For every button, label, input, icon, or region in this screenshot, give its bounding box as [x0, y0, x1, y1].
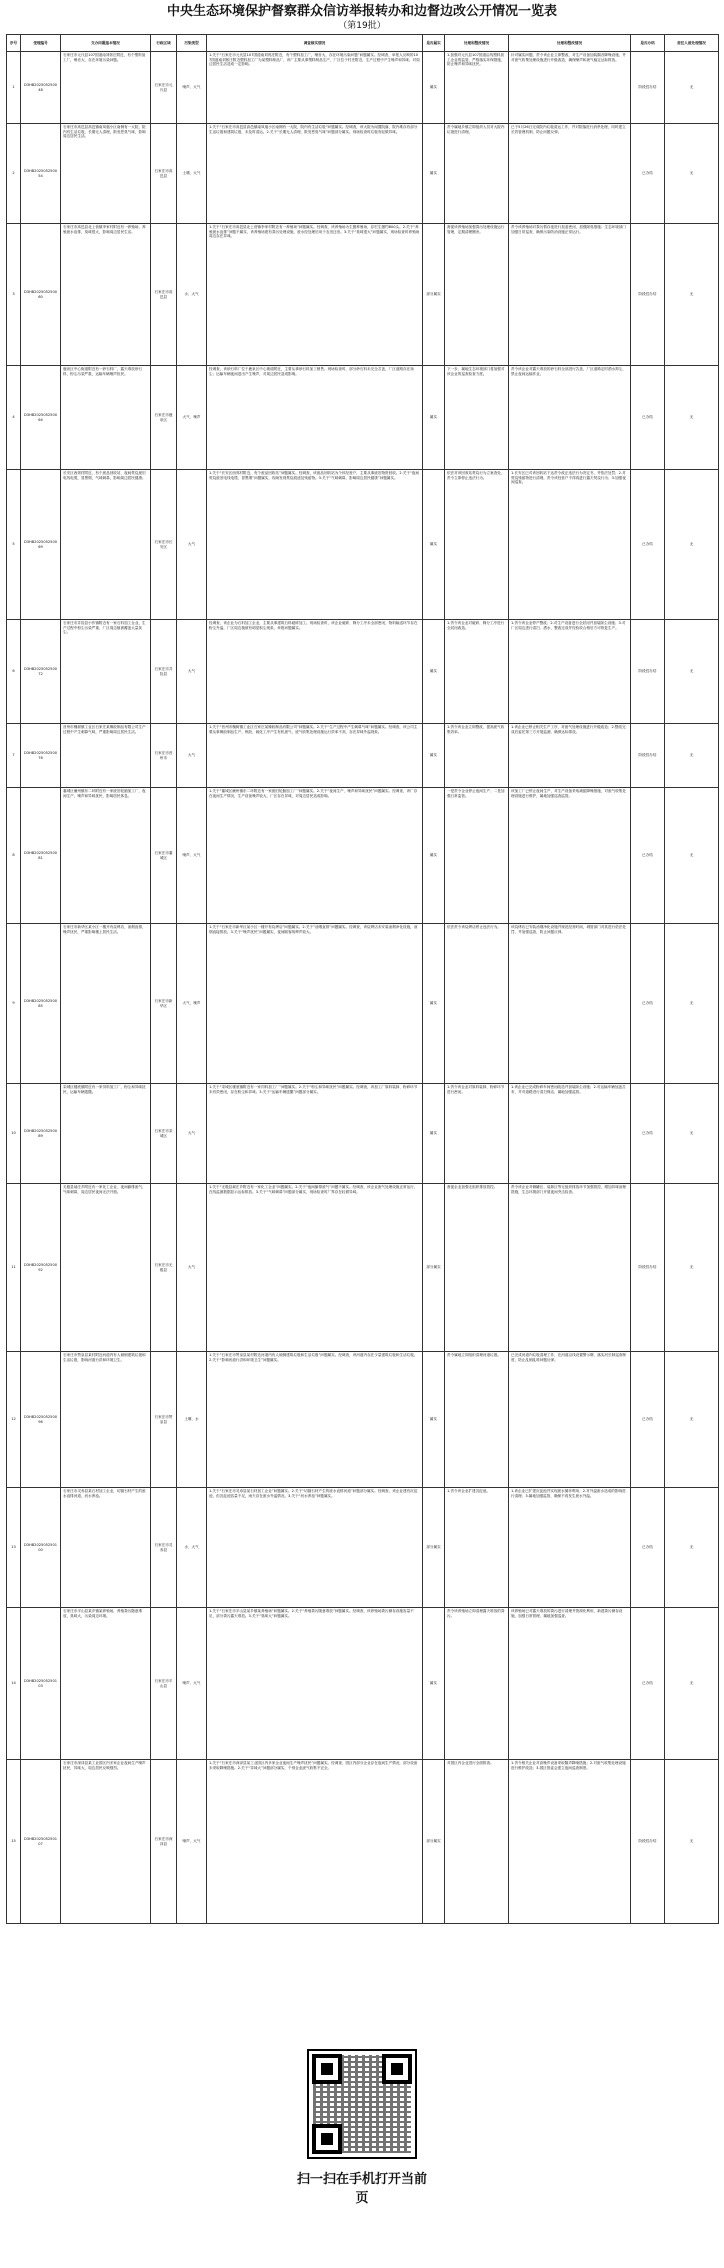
row-number: 9 [7, 924, 21, 1084]
is-verified: 属实 [423, 52, 445, 124]
investigation-finding: 1.关于“石家庄市灵寿县某石材加工企业”问题属实。2.关于“切割石材产生的废水直排河道”问题部分属实。经调查，该企业建有沉淀池，但沉淀池容量不足，雨天存在废水外溢情况。3.关于“河水浑浊”问题属实。 [207, 1488, 423, 1608]
investigation-finding: 1.关于“石家庄市高邑县北上营镇李家村附近有一养殖场”问题属实。经调查，该养殖场为生猪养殖场，存栏生猪约800头。2.关于“养殖废水直排”问题不属实，该养殖场建有粪污处理设施，废水经处理后用于农田还田。3.关于“臭味很大”问题属实，现场检查时养殖场周边存在异味。 [207, 224, 423, 366]
pollution-type: 噪声、大气 [177, 1608, 207, 1760]
is-verified: 部分属实 [423, 224, 445, 366]
qr-block [292, 2049, 432, 2206]
rectification-result: 该烧烤店已安装油烟净化设施并规范经营时间，城管部门对其进行依法处罚，并加强巡查，防止问题反弹。 [509, 924, 631, 1084]
investigation-finding: 1.关于“石家庄市平山县某乡镇某养殖场”问题属实。2.关于“养殖粪污随意堆放”问题属实。经调查，该养殖场粪污储存设施容量不足，部分粪污露天堆放。3.关于“臭味大”问题属实。 [207, 1608, 423, 1760]
table-row [7, 1352, 719, 1488]
rectification-result: 责令该养殖场对粪污暂存池进行加盖密闭，加强除臭措施；生态环境部门加强日常巡查，确保污染防治设施正常运行。 [509, 224, 631, 366]
col-header: 责任人被处理情况 [665, 35, 719, 52]
issue-summary: 石家庄市井陉县小作镇附近有一家石料加工企业，生产过程中粉尘污染严重，厂区周边植被覆盖大量灰尘。 [61, 620, 151, 724]
is-verified: 属实 [423, 724, 445, 788]
accountability: 无 [665, 788, 719, 924]
is-verified: 部分属实 [423, 1488, 445, 1608]
region-cell: 石家庄市新华区 [151, 924, 177, 1084]
acceptance-code: D3HB202505250048 [21, 52, 61, 124]
row-number: 5 [7, 470, 21, 620]
row-number: 2 [7, 124, 21, 224]
row-number: 10 [7, 1084, 21, 1184]
pollution-type: 大气 [177, 620, 207, 724]
handling-measure: 责令属地乡镇立即组织人员对大院内垃圾进行清理。 [445, 124, 509, 224]
issue-summary: 石家庄市元氏县107国道南刘郭庄附近，有个塑料加工厂，噪音大，存在环境污染问题。 [61, 52, 151, 124]
col-header: 交办问题基本情况 [61, 35, 151, 52]
completion-status: 阶段性办结 [631, 224, 665, 366]
rectification-result: 针对属实问题，责令该企业立即整改，对生产设备加装隔音降噪设施，并对废气收集处理设施进行升级改造，确保噪声和废气稳定达标排放。 [509, 52, 631, 124]
rectification-result: 已完成河道内垃圾清理工作，在河道沿线设置警示牌，落实河长制巡查制度，防止乱倒乱堆问题反弹。 [509, 1352, 631, 1488]
accountability: 无 [665, 366, 719, 470]
acceptance-code: D3HB202505250072 [21, 620, 61, 724]
accountability: 无 [665, 724, 719, 788]
pollution-type: 大气 [177, 724, 207, 788]
region-cell: 石家庄市高邑县 [151, 224, 177, 366]
region-cell: 石家庄市赞皇县 [151, 1352, 177, 1488]
region-cell: 石家庄市长安区 [151, 470, 177, 620]
pollution-type: 水、大气 [177, 224, 207, 366]
row-number: 15 [7, 1760, 21, 1924]
pollution-type: 大气 [177, 1184, 207, 1352]
accountability: 无 [665, 1608, 719, 1760]
rectification-result: 责令该企业对储罐区、装卸区等无组织排放环节加强管控，增加异味治理措施，生态环境部门开展夜间突击检查。 [509, 1184, 631, 1352]
acceptance-code: D3HB202505250064 [21, 366, 61, 470]
rectification-result: 1.该企业已扩建沉淀池并实现废水循环利用；2.对外溢废水造成的影响进行清理；3.属地加强监管，确保不再发生废水外溢。 [509, 1488, 631, 1608]
pollution-type: 大气 [177, 1084, 207, 1184]
row-number: 3 [7, 224, 21, 366]
col-header: 序号 [7, 35, 21, 52]
row-number: 1 [7, 52, 21, 124]
acceptance-code: D3HB202505250103 [21, 1608, 61, 1760]
rectification-result: 已于5月26日完成院内垃圾清运工作，并对院落进行消杀处理，同时建立长效管理机制，防止问题反弹。 [509, 124, 631, 224]
is-verified: 属实 [423, 1608, 445, 1760]
region-cell: 石家庄市灵寿县 [151, 1488, 177, 1608]
completion-status: 阶段性办结 [631, 724, 665, 788]
pollution-type: 土壤、大气 [177, 124, 207, 224]
is-verified: 属实 [423, 620, 445, 724]
table-row [7, 1608, 719, 1760]
table-row [7, 366, 719, 470]
table-row [7, 1184, 719, 1352]
accountability: 无 [665, 124, 719, 224]
investigation-finding: 1.关于“石家庄市深泽县某工业园区内多家企业夜间生产噪声扰民”问题属实。经调查，园区内部分企业存在夜间生产情况，部分设备未采取降噪措施。2.关于“异味大”问题部分属实，个别企业废气收集不完全。 [207, 1760, 423, 1924]
issue-summary: 石家庄市深泽县某工业园区内多家企业夜间生产噪声扰民，异味大，周边居民反映强烈。 [61, 1760, 151, 1924]
is-verified: 属实 [423, 366, 445, 470]
acceptance-code: D3HB202505250054 [21, 124, 61, 224]
handling-measure: 责令属地立即组织清理河道垃圾。 [445, 1352, 509, 1488]
completion-status: 阶段性办结 [631, 1760, 665, 1924]
handling-measure: 依法责令该烧烤店停止违法行为。 [445, 924, 509, 1084]
issue-summary: 石家庄市高邑县北上营镇李家村附近有一养殖场，养殖废水直排，臭味很大，影响周边居民生活。 [61, 224, 151, 366]
investigation-finding: 经调查，该砂石料厂位于鹿泉区中心街道附近，主要从事砂石料加工销售。现场检查时，部分砂石料未完全苫盖，厂区道路存在扬尘；运输车辆夜间进出产生噪声，对周边居民造成影响。 [207, 366, 423, 470]
investigation-finding: 1.关于“石家庄市新华区某小区一楼开有烧烤店”问题属实。2.关于“油烟直排”问题属实。经调查，该烧烤店未安装油烟净化设施，油烟直接排放。3.关于“噪声扰民”问题属实，夜间顾客喧哗声较大。 [207, 924, 423, 1084]
table-row [7, 224, 719, 366]
handling-measure: 责令该养殖场立即清理露天堆放的粪污。 [445, 1608, 509, 1760]
rectification-result: 1.该企业已停止相关生产工序，对废气处理设施进行升级改造；2.整改完成后委托第三方开展监测，确保达标排放。 [509, 724, 631, 788]
completion-status: 已办结 [631, 124, 665, 224]
acceptance-code: D3HB202505250081 [21, 788, 61, 924]
completion-status: 已办结 [631, 788, 665, 924]
row-number: 12 [7, 1352, 21, 1488]
pollution-type: 水、大气 [177, 1488, 207, 1608]
accountability: 无 [665, 52, 719, 124]
is-verified: 属实 [423, 1352, 445, 1488]
completion-status: 阶段性办结 [631, 620, 665, 724]
region-cell: 石家庄市鹿泉区 [151, 366, 177, 470]
investigation-finding: 1.关于“栾城区楼底镇附近有一家饲料加工厂”问题属实。2.关于“粉尘和异味扰民”问题属实。经调查，该加工厂原料装卸、粉碎环节未有效密闭，存在粉尘和异味。3.关于“运输车辆遗撒”问题部分属实。 [207, 1084, 423, 1184]
issue-summary: 石家庄市灵寿县某石材加工企业，切割石材产生的废水直排河道，河水浑浊。 [61, 1488, 151, 1608]
table-row [7, 470, 719, 620]
table-row [7, 1084, 719, 1184]
table-row [7, 1488, 719, 1608]
is-verified: 属实 [423, 924, 445, 1084]
accountability: 无 [665, 1084, 719, 1184]
handling-measure: 督促企业加强无组织排放管控。 [445, 1184, 509, 1352]
pollution-type: 土壤、水 [177, 1352, 207, 1488]
col-header: 行政区域 [151, 35, 177, 52]
pollution-type: 大气、噪声 [177, 924, 207, 1084]
rectification-result: 1.责令该企业停产整改；2.对生产设备进行全封闭并加装除尘设施；3.对厂区周边进行清扫、洒水，整改完成并经验收合格后方可恢复生产。 [509, 620, 631, 724]
handling-measure: 1.责令该企业立即整改，提高废气收集效率。 [445, 724, 509, 788]
row-number: 13 [7, 1488, 21, 1608]
table-header-row [7, 35, 719, 52]
investigation-finding: 1.关于“无极县郝庄乡附近有一家化工企业”问题属实。2.关于“夜间偷排废气”问题不属实。经调查，该企业废气处理设施正常运行，在线监测数据显示达标排放。3.关于“气味刺鼻”问题部分属实，现场检查时厂界存在轻微异味。 [207, 1184, 423, 1352]
table-row [7, 620, 719, 724]
region-cell: 石家庄市栾城区 [151, 1084, 177, 1184]
completion-status: 已办结 [631, 1608, 665, 1760]
investigation-finding: 1.关于“藁城区廉州镇东二环附近有一家废旧轮胎加工厂”问题属实。2.关于“夜间生产，噪声和异味扰民”问题属实。经调查，该厂存在夜间生产情况，生产设备噪声较大，厂区存在异味，对周边居民造成影响。 [207, 788, 423, 924]
handling-measure: 依法对该回收站焚烧行为立案查处，责令立即停止违法行为。 [445, 470, 509, 620]
completion-status: 已办结 [631, 924, 665, 1084]
acceptance-code: D3HB202505250076 [21, 724, 61, 788]
investigation-finding: 1.关于“晋州市槐树镇工业区石家庄某橡胶制品有限公司”问题属实。2.关于“生产过程中产生刺鼻气味”问题属实。经调查，该公司主要从事橡胶制品生产，炼胶、硫化工序产生有机废气，废气收集处理设施运行效率不高，存在异味外溢现象。 [207, 724, 423, 788]
acceptance-code: D3HB202505250096 [21, 1352, 61, 1488]
rectification-result: 1.责令相关企业对高噪声设备采取隔声降噪措施；2.对废气收集处理设施进行维护改造；3.园区管委会建立夜间巡查制度。 [509, 1760, 631, 1924]
rectification-result: 1.长安区已对该回收站下达责令改正违法行为决定书，并依法处罚；2.对焚烧残留物进行清理，责令该经营户不得再进行露天焚烧行为；3.加强夜间巡查。 [509, 470, 631, 620]
completion-status: 已办结 [631, 1352, 665, 1488]
investigation-finding: 1.关于“石家庄市元氏县107国道南刘郭庄附近，有个塑料加工厂，噪音大，存在环境污染问题”问题属实。经调查，举报人反映的107国道南刘郭庄附近塑料加工厂为某塑料制品厂，该厂主要从事塑料制品生产，厂区位于村庄附近，生产过程中产生噪声和异味，对周边居民生活造成一定影响。 [207, 52, 423, 124]
rectification-result: 1.该企业已完成粉碎车间密闭改造并加装除尘设施；2.对运输车辆加盖苫布，并对道路进行清扫保洁，属地加强监管。 [509, 1084, 631, 1184]
rectification-result: 责令该企业对露天堆放的砂石料全部进行苫盖，厂区道路定时洒水抑尘，禁止夜间运输作业。 [509, 366, 631, 470]
table-row [7, 52, 719, 124]
accountability: 无 [665, 620, 719, 724]
is-verified: 属实 [423, 788, 445, 924]
table-row [7, 1760, 719, 1924]
row-number: 6 [7, 620, 21, 724]
issue-summary: 石家庄市平山县某乡镇某养殖场，养殖粪污随意堆放，臭味大，污染周边环境。 [61, 1608, 151, 1760]
row-number: 7 [7, 724, 21, 788]
handling-measure: 下一步，属地生态环境部门将加强对该企业的巡查检查力度。 [445, 366, 509, 470]
investigation-finding: 1.关于“长安区西郊村附近，有个废品回收站”问题属实。经调查，该废品回收站为个体经营户，主要从事废旧物资回收。2.关于“夜间焚烧废旧电线电缆，冒黑烟”问题属实，现场发现焚烧痕迹及残留物。3.关于“气味刺鼻，影响周边居民健康”问题属实。 [207, 470, 423, 620]
issue-summary: 藁城区廉州镇东二环附近有一家废旧轮胎加工厂，夜间生产，噪声和异味扰民，影响居民休息。 [61, 788, 151, 924]
col-header: 是否属实 [423, 35, 445, 52]
acceptance-code: D3HB202505250089 [21, 1084, 61, 1184]
investigation-finding: 1.关于“石家庄市高邑县高邑镇南凤凰小区南侧有一大院，院内有生活垃圾”问题属实。经调查，该大院为闲置院落，院内堆存有部分生活垃圾和建筑垃圾，未及时清运。2.关于“长期无人清理，散发恶臭气味”问题部分属实。现场检查时垃圾有轻微异味。 [207, 124, 423, 224]
table-row [7, 124, 719, 224]
accountability: 无 [665, 1184, 719, 1352]
pollution-type: 大气、噪声 [177, 366, 207, 470]
region-cell: 石家庄市平山县 [151, 1608, 177, 1760]
region-cell: 石家庄市藁城区 [151, 788, 177, 924]
is-verified: 部分属实 [423, 1760, 445, 1924]
is-verified: 部分属实 [423, 1184, 445, 1352]
handling-measure: 1.责令该企业扩建沉淀池。 [445, 1488, 509, 1608]
accountability: 无 [665, 1352, 719, 1488]
issue-summary: 石家庄市新华区某小区一楼开有烧烤店，油烟直排，噪声扰民，严重影响楼上居民生活。 [61, 924, 151, 1084]
acceptance-code: D3HB202505250100 [21, 1488, 61, 1608]
region-cell: 石家庄市高邑县 [151, 124, 177, 224]
pollution-type: 噪声、大气 [177, 788, 207, 924]
col-header: 污染类型 [177, 35, 207, 52]
acceptance-code: D3HB202505250107 [21, 1760, 61, 1924]
handling-measure: 1.责令该企业对破碎、筛分工序进行全封闭改造。 [445, 620, 509, 724]
acceptance-code: D3HB202505250069 [21, 470, 61, 620]
acceptance-code: D3HB202505250060 [21, 224, 61, 366]
region-cell: 石家庄市元氏县 [151, 52, 177, 124]
row-number: 11 [7, 1184, 21, 1352]
region-cell: 石家庄市晋州市 [151, 724, 177, 788]
pollution-type: 大气 [177, 470, 207, 620]
completion-status: 已办结 [631, 366, 665, 470]
qr-code-icon[interactable] [307, 2049, 417, 2159]
batch-subtitle: （第19批） [338, 21, 386, 31]
pollution-type: 噪声、大气 [177, 52, 207, 124]
completion-status: 阶段性办结 [631, 52, 665, 124]
issue-summary: 晋州市槐树镇工业区石家庄某橡胶制品有限公司生产过程中产生刺鼻气味，严重影响周边居民生活。 [61, 724, 151, 788]
completion-status: 阶段性办结 [631, 1184, 665, 1352]
accountability: 无 [665, 924, 719, 1084]
accountability: 无 [665, 1488, 719, 1608]
page [6, 0, 718, 1924]
issue-summary: 石家庄市赞皇县某村附近河道内有人倾倒建筑垃圾和生活垃圾，影响河道行洪和环境卫生。 [61, 1352, 151, 1488]
investigation-finding: 1.关于“石家庄市赞皇县某村附近河道内有人倾倒建筑垃圾和生活垃圾”问题属实。经调查，该河道内存在少量建筑垃圾和生活垃圾。2.关于“影响河道行洪和环境卫生”问题属实。 [207, 1352, 423, 1488]
region-cell: 石家庄市井陉县 [151, 620, 177, 724]
handling-measure: 一是责令企业停止夜间生产；二是加强日常监管。 [445, 788, 509, 924]
investigation-finding: 经调查，该企业为石料加工企业，主要从事建筑石料破碎加工。现场检查时，该企业破碎、筛分工序未全部密闭，物料输送环节存在粉尘外溢，厂区周边植被有明显积尘现象，举报问题属实。 [207, 620, 423, 724]
acceptance-code: D3HB202505250085 [21, 924, 61, 1084]
disclosure-table [6, 34, 719, 1924]
completion-status: 已办结 [631, 470, 665, 620]
handling-measure: 1.加强对元氏县107国道沿线塑料加工企业的监管，严格落实环保措施，防止噪声和异味扰民。 [445, 52, 509, 124]
row-number: 14 [7, 1608, 21, 1760]
accountability: 无 [665, 1760, 719, 1924]
accountability: 无 [665, 224, 719, 366]
col-header: 处理和整改情况 [445, 35, 509, 52]
row-number: 8 [7, 788, 21, 924]
pollution-type: 噪声、大气 [177, 1760, 207, 1924]
is-verified: 属实 [423, 1084, 445, 1184]
issue-summary: 鹿泉区中心街道附近有一砂石料厂，露天堆放砂石料，粉尘污染严重，运输车辆噪声扰民。 [61, 366, 151, 470]
completion-status: 已办结 [631, 1084, 665, 1184]
issue-summary: 石家庄市高邑县高邑镇南凤凰小区南侧有一大院，院内有生活垃圾，长期无人清理，散发恶臭气味，影响周边居民生活。 [61, 124, 151, 224]
col-header: 调查核实情况 [207, 35, 423, 52]
accountability: 无 [665, 470, 719, 620]
col-header: 处理和整改情况 [509, 35, 631, 52]
table-row [7, 788, 719, 924]
region-cell: 石家庄市无极县 [151, 1184, 177, 1352]
issue-summary: 长安区西郊村附近，有个废品回收站，夜间焚烧废旧电线电缆，冒黑烟，气味刺鼻，影响周边居民健康。 [61, 470, 151, 620]
handling-measure: 对园区内企业进行全面排查。 [445, 1760, 509, 1924]
acceptance-code: D3HB202505250092 [21, 1184, 61, 1352]
handling-measure: 督促该养殖场加强粪污处理设施运行管理，定期清理圈舍。 [445, 224, 509, 366]
region-cell: 石家庄市深泽县 [151, 1760, 177, 1924]
table-row [7, 924, 719, 1084]
col-header: 是否办结 [631, 35, 665, 52]
qr-caption: 扫一扫在手机打开当前页 [296, 2172, 427, 2206]
col-header: 受理编号 [21, 35, 61, 52]
row-number: 4 [7, 366, 21, 470]
handling-measure: 1.责令该企业对原料装卸、粉碎环节进行密闭。 [445, 1084, 509, 1184]
issue-summary: 栾城区楼底镇附近有一家饲料加工厂，粉尘和异味扰民，运输车辆遗撒。 [61, 1084, 151, 1184]
table-row [7, 724, 719, 788]
issue-summary: 无极县郝庄乡附近有一家化工企业，夜间偷排废气，气味刺鼻，周边居民夜间无法开窗。 [61, 1184, 151, 1352]
is-verified: 属实 [423, 124, 445, 224]
rectification-result: 该养殖场已对露天堆放的粪污进行清理并资源化利用，新建粪污储存设施，加强日常管理，属地加强巡查。 [509, 1608, 631, 1760]
page-title: 中央生态环境保护督察群众信访举报转办和边督边改公开情况一览表 [166, 4, 557, 19]
is-verified: 属实 [423, 470, 445, 620]
completion-status: 已办结 [631, 1488, 665, 1608]
rectification-result: 该加工厂已停止夜间生产，对生产设备采取减振降噪措施，对废气收集处理设施进行维护，属地加强巡查监管。 [509, 788, 631, 924]
